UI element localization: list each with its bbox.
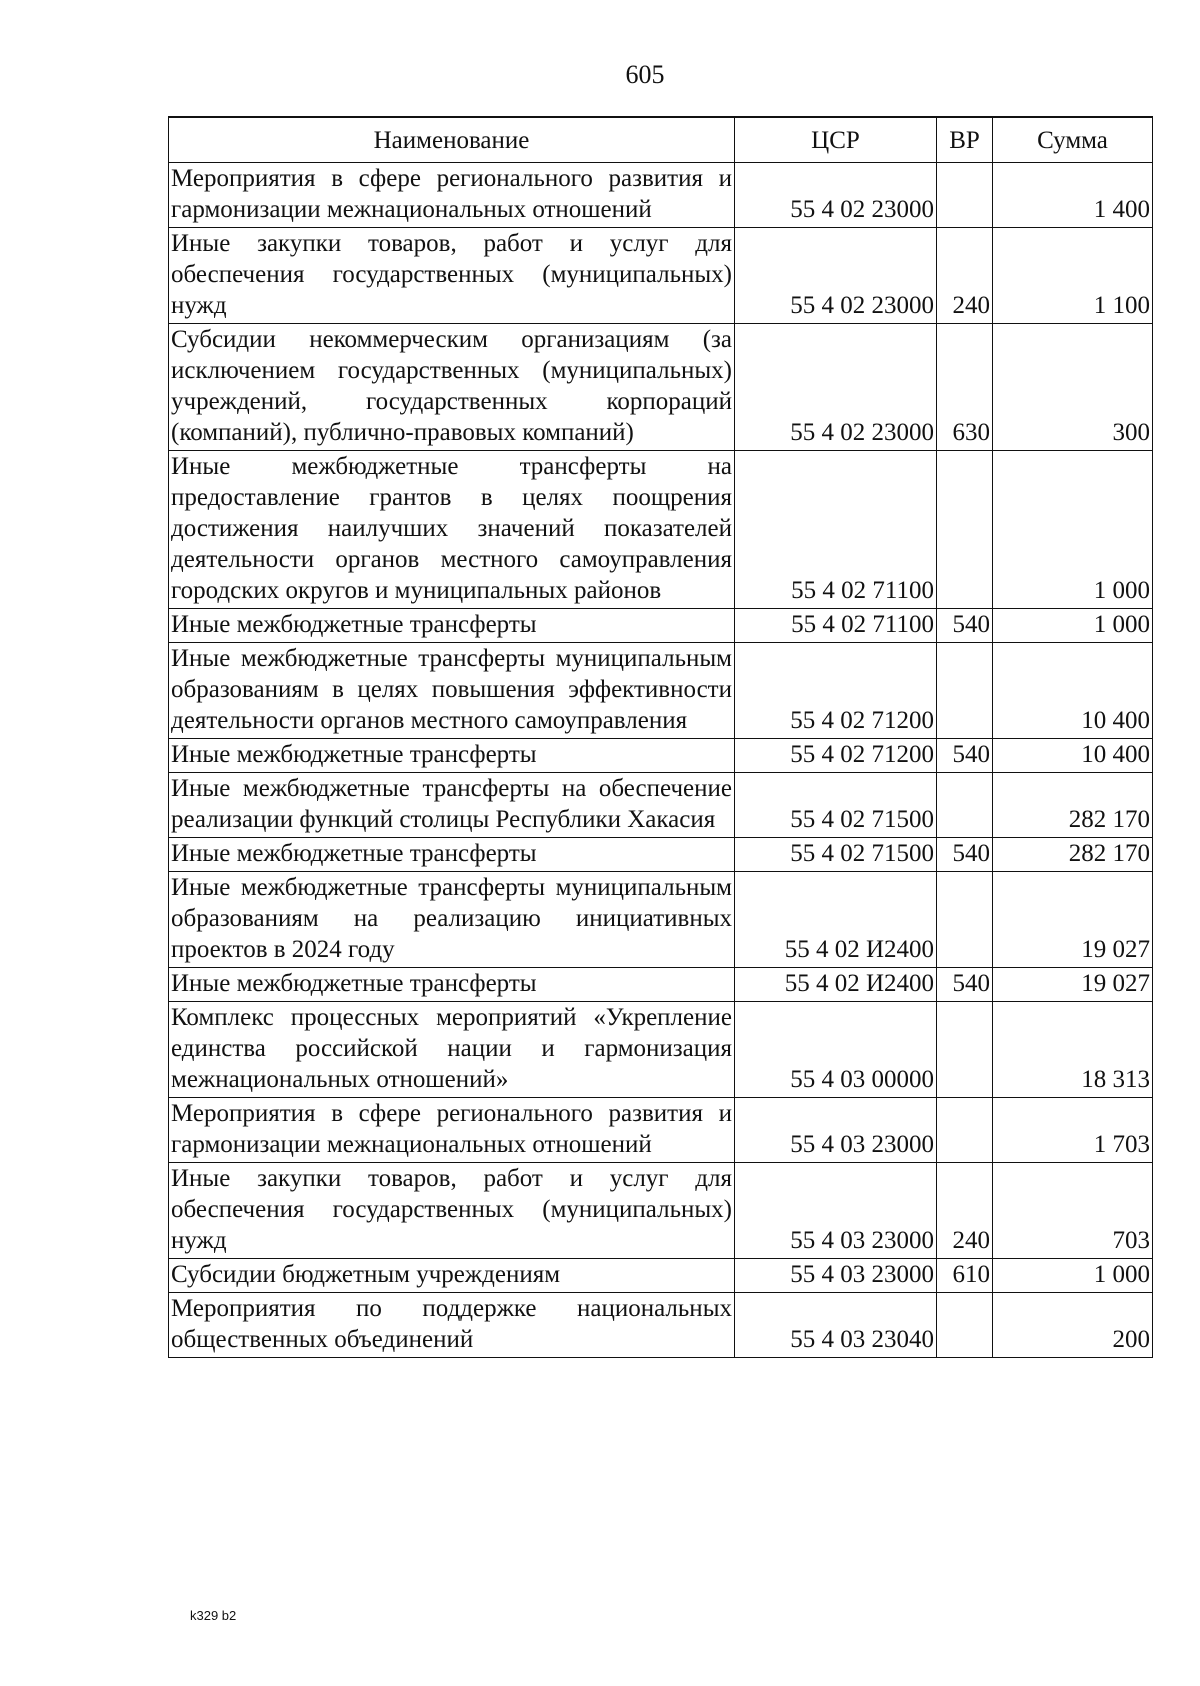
table-row (169, 643, 1153, 739)
table-row (169, 773, 1153, 838)
table-row (169, 228, 1153, 324)
row-csr: 55 4 02 И2400 (735, 968, 937, 1002)
table-row (169, 163, 1153, 228)
row-name: Иные закупки товаров, работ и услуг для обеспечения государственных (муниципальных) нужд (169, 1163, 735, 1259)
table-row (169, 609, 1153, 643)
header-row (169, 117, 1153, 163)
row-name: Субсидии некоммерческим организациям (за исключением государственных (муниципальных) учреждений, государственных корпораций (компаний), публично-правовых компаний) (169, 324, 735, 451)
table-row (169, 1163, 1153, 1259)
row-csr: 55 4 02 71100 (735, 451, 937, 609)
row-csr: 55 4 03 23000 (735, 1098, 937, 1163)
row-vr (937, 451, 993, 609)
row-sum: 19 027 (993, 968, 1153, 1002)
row-vr (937, 1293, 993, 1358)
table-row (169, 451, 1153, 609)
row-vr (937, 773, 993, 838)
row-sum: 1 400 (993, 163, 1153, 228)
table-row (169, 1293, 1153, 1358)
row-csr: 55 4 02 71200 (735, 643, 937, 739)
row-vr (937, 872, 993, 968)
row-sum: 1 703 (993, 1098, 1153, 1163)
row-vr: 540 (937, 739, 993, 773)
row-name: Иные межбюджетные трансферты муниципальным образованиям на реализацию инициативных проектов в 2024 году (169, 872, 735, 968)
row-vr: 540 (937, 609, 993, 643)
row-name: Иные межбюджетные трансферты (169, 838, 735, 872)
row-csr: 55 4 03 23000 (735, 1259, 937, 1293)
row-csr: 55 4 03 23000 (735, 1163, 937, 1259)
row-name: Иные межбюджетные трансферты на обеспечение реализации функций столицы Республики Хакасия (169, 773, 735, 838)
row-csr: 55 4 02 71200 (735, 739, 937, 773)
table-row (169, 872, 1153, 968)
row-sum: 10 400 (993, 643, 1153, 739)
table-row (169, 739, 1153, 773)
row-vr: 540 (937, 968, 993, 1002)
row-name: Иные закупки товаров, работ и услуг для обеспечения государственных (муниципальных) нужд (169, 228, 735, 324)
row-name: Иные межбюджетные трансферты на предоставление грантов в целях поощрения достижения наилучших значений показателей деятельности органов местного самоуправления городских округов и муниципальных районов (169, 451, 735, 609)
row-vr: 630 (937, 324, 993, 451)
row-sum: 282 170 (993, 773, 1153, 838)
header-csr: ЦСР (735, 117, 937, 163)
row-csr: 55 4 02 71500 (735, 838, 937, 872)
row-csr: 55 4 03 00000 (735, 1002, 937, 1098)
row-sum: 18 313 (993, 1002, 1153, 1098)
row-sum: 282 170 (993, 838, 1153, 872)
row-vr: 610 (937, 1259, 993, 1293)
row-csr: 55 4 02 И2400 (735, 872, 937, 968)
budget-table (168, 116, 1153, 1358)
row-csr: 55 4 03 23040 (735, 1293, 937, 1358)
header-vr: ВР (937, 117, 993, 163)
row-name: Субсидии бюджетным учреждениям (169, 1259, 735, 1293)
footer-code: k329 b2 (190, 1608, 237, 1623)
table-row (169, 1098, 1153, 1163)
row-sum: 1 000 (993, 609, 1153, 643)
row-vr: 240 (937, 228, 993, 324)
row-sum: 1 000 (993, 451, 1153, 609)
row-csr: 55 4 02 71500 (735, 773, 937, 838)
row-vr (937, 1098, 993, 1163)
row-csr: 55 4 02 23000 (735, 163, 937, 228)
row-name: Мероприятия по поддержке национальных общественных объединений (169, 1293, 735, 1358)
row-csr: 55 4 02 23000 (735, 324, 937, 451)
row-name: Иные межбюджетные трансферты муниципальным образованиям в целях повышения эффективности деятельности органов местного самоуправления (169, 643, 735, 739)
table-row (169, 1259, 1153, 1293)
table-row (169, 324, 1153, 451)
row-csr: 55 4 02 71100 (735, 609, 937, 643)
table-row (169, 1002, 1153, 1098)
row-name: Комплекс процессных мероприятий «Укрепление единства российской нации и гармонизация межнациональных отношений» (169, 1002, 735, 1098)
table-row (169, 968, 1153, 1002)
row-vr (937, 643, 993, 739)
row-name: Мероприятия в сфере регионального развития и гармонизации межнациональных отношений (169, 1098, 735, 1163)
header-name: Наименование (169, 117, 735, 163)
row-sum: 10 400 (993, 739, 1153, 773)
row-sum: 19 027 (993, 872, 1153, 968)
table-row (169, 838, 1153, 872)
row-vr: 240 (937, 1163, 993, 1259)
row-sum: 703 (993, 1163, 1153, 1259)
header-sum: Сумма (993, 117, 1153, 163)
row-name: Иные межбюджетные трансферты (169, 739, 735, 773)
row-name: Иные межбюджетные трансферты (169, 609, 735, 643)
row-sum: 200 (993, 1293, 1153, 1358)
row-name: Иные межбюджетные трансферты (169, 968, 735, 1002)
row-sum: 1 100 (993, 228, 1153, 324)
row-sum: 1 000 (993, 1259, 1153, 1293)
row-vr (937, 163, 993, 228)
row-vr (937, 1002, 993, 1098)
row-csr: 55 4 02 23000 (735, 228, 937, 324)
row-vr: 540 (937, 838, 993, 872)
page-number: 605 (625, 60, 665, 89)
row-name: Мероприятия в сфере регионального развития и гармонизации межнациональных отношений (169, 163, 735, 228)
row-sum: 300 (993, 324, 1153, 451)
